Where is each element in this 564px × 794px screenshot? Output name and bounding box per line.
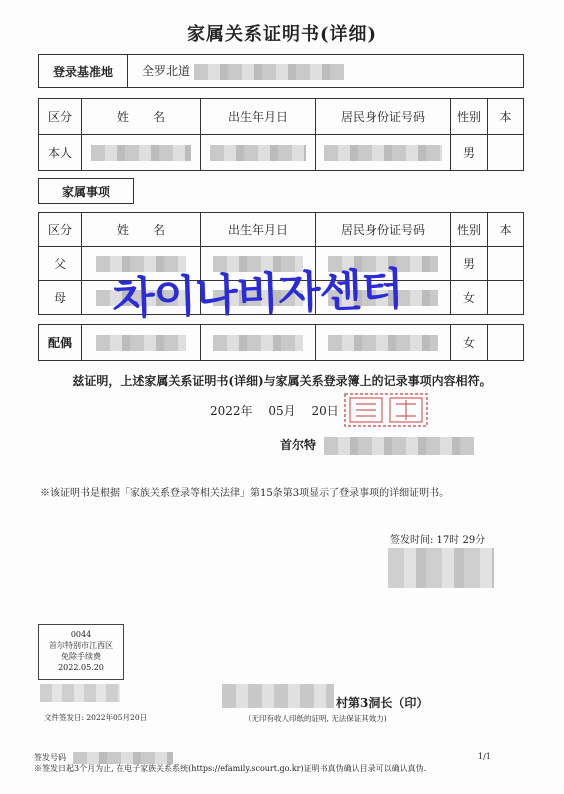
issue-number-text: 签发号码 [34, 753, 66, 762]
self-id-cell [316, 135, 451, 171]
spouse-id-cell [316, 325, 451, 361]
family-header-category: 区分 [39, 213, 82, 247]
redacted-spouse-birth [213, 335, 303, 351]
header-id-number: 居民身份证号码 [316, 99, 451, 135]
issue-year: 2022年 [210, 404, 253, 418]
spouse-category: 配偶 [39, 325, 82, 361]
fee-date: 2022.05.20 [58, 663, 104, 672]
self-birth-cell [201, 135, 316, 171]
registration-value-cell [128, 55, 524, 88]
redacted-birthdate [210, 145, 306, 161]
legal-note: ※该证明书是根据「家族关系登录等相关法律」第15条第3项显示了登录事项的详细证明书。 [40, 488, 450, 499]
fee-stamp-box [38, 624, 124, 680]
self-origin-cell [488, 135, 524, 171]
header-category: 区分 [39, 99, 82, 135]
registration-table [38, 54, 524, 88]
header-name: 姓 名 [82, 99, 201, 135]
spouse-gender: 女 [451, 325, 488, 361]
spouse-name-cell [82, 325, 201, 361]
issuing-office [280, 436, 474, 455]
page-number: 1/1 [478, 752, 491, 761]
issue-time: 签发时间: 17时 29分 [390, 535, 486, 546]
redacted-barcode [40, 684, 120, 702]
mother-origin-cell [488, 281, 524, 315]
issue-month: 05月 [268, 404, 296, 418]
issue-date [210, 402, 339, 419]
document-title: 家属关系证明书(详细) [186, 24, 378, 45]
header-origin: 本 [488, 99, 524, 135]
redacted-name [91, 145, 191, 161]
spouse-origin-cell [488, 325, 524, 361]
verification-footer: ※签发日起3个月为止, 在电子家族关系系统(https://efamily.scourt.go.kr)证明书真伪确认目录可以确认真伪. [34, 764, 427, 773]
family-header-gender: 性别 [451, 213, 488, 247]
family-header-name: 姓 名 [82, 213, 201, 247]
official-seal-stamp [344, 392, 428, 428]
family-header-id-number: 居民身份证号码 [316, 213, 451, 247]
family-header-origin: 本 [488, 213, 524, 247]
issuing-office-prefix: 首尔特 [280, 438, 317, 452]
fee-number: 0044 [70, 630, 92, 639]
stamp-disclaimer: （无印有收人印纸的证明, 无法保证其效力) [244, 714, 387, 723]
redacted-id [324, 145, 442, 161]
handwritten-watermark: 차이나비자센터 [111, 263, 404, 326]
redacted-address [194, 64, 344, 80]
redacted-spouse-id [328, 335, 438, 351]
redacted-chief-name [222, 684, 334, 708]
father-gender: 男 [451, 247, 488, 281]
registration-label: 登录基准地 [39, 55, 128, 88]
spouse-birth-cell [201, 325, 316, 361]
redacted-office-name [324, 437, 474, 455]
family-header-birthdate: 出生年月日 [201, 213, 316, 247]
certification-statement: 兹证明，上述家属关系证明书(详细)与家属关系登录簿上的记录事项内容相符。 [72, 374, 492, 388]
fee-exempt: 免除手续费 [61, 652, 101, 661]
self-category: 本人 [39, 135, 82, 171]
redacted-signature [388, 548, 494, 588]
personal-table [38, 98, 524, 171]
header-gender: 性别 [451, 99, 488, 135]
header-birthdate: 出生年月日 [201, 99, 316, 135]
father-category: 父 [39, 247, 82, 281]
self-name-cell [82, 135, 201, 171]
document-issued-date: 文件签发日: 2022年05月20日 [44, 713, 148, 722]
father-origin-cell [488, 247, 524, 281]
mother-category: 母 [39, 281, 82, 315]
village-chief-seal: 村第3洞长（印） [336, 696, 429, 710]
spouse-table [38, 324, 524, 361]
self-gender: 男 [451, 135, 488, 171]
fee-district: 首尔特别市江西区 [49, 641, 113, 650]
mother-gender: 女 [451, 281, 488, 315]
issue-day: 20日 [311, 404, 339, 418]
registration-value: 全罗北道 [142, 64, 191, 79]
redacted-spouse-name [96, 335, 186, 351]
family-section-label: 家属事项 [38, 178, 134, 204]
